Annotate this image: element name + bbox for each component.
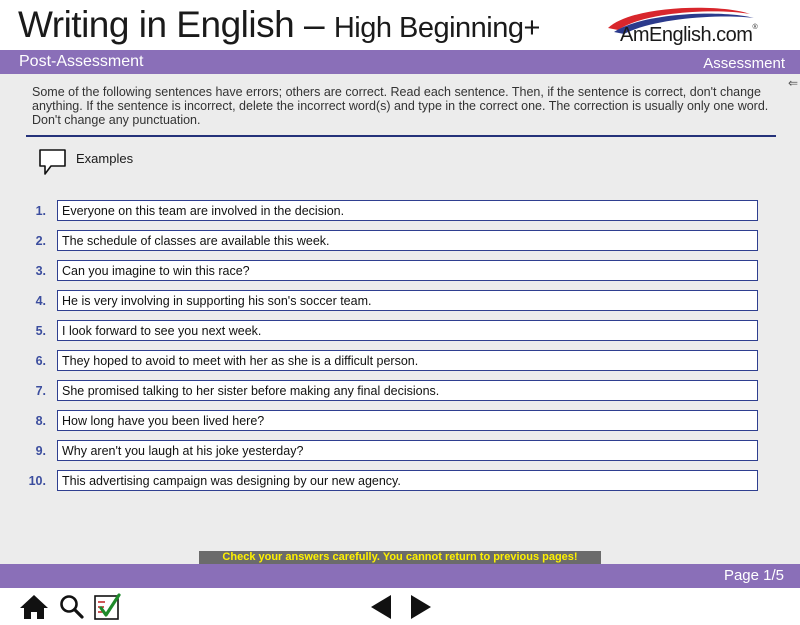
checklist-icon[interactable] [93,593,123,621]
question-number: 3. [35,264,46,278]
page-bar [0,564,800,588]
search-icon[interactable] [58,593,88,621]
answer-input[interactable] [57,260,758,281]
footer-toolbar [0,588,800,625]
header [0,0,800,50]
question-number: 1. [35,204,46,218]
speech-bubble-icon [38,147,68,177]
content-area [0,74,800,564]
section-bar [0,50,800,74]
answer-input[interactable] [57,410,758,431]
page-indicator: Page 1/5 [723,567,784,584]
answer-input[interactable] [57,200,758,221]
question-row [0,470,800,492]
instructions-text: Some of the following sentences have errors; others are correct. Read each sentence. Then, if the sentence is correct, don't change anything. If the sentence is incorrect, delete the incorrect word(s) and type in the correct one. The correction is usually only one word. Don't change any punctuation. [32,85,769,127]
question-number: 8. [35,414,46,428]
section-title: Post-Assessment [19,53,144,70]
question-row [0,260,800,282]
course-title-main: Writing in English – [18,4,325,45]
next-arrow-icon[interactable] [408,593,438,621]
question-number: 6. [35,354,46,368]
amenglish-logo[interactable] [604,6,794,46]
question-number: 4. [35,294,46,308]
answer-input[interactable] [57,230,758,251]
examples-label: Examples [76,150,134,166]
question-number: 9. [35,444,46,458]
question-row [0,200,800,222]
question-row [0,230,800,252]
resize-arrow-icon[interactable]: ⇐ [788,76,799,90]
course-title [18,4,540,46]
section-tag: Assessment [703,55,785,72]
previous-arrow-icon[interactable] [368,593,398,621]
course-level: High Beginning+ [333,12,540,44]
question-number: 5. [35,324,46,338]
logo-text: AmEnglish.com® [620,24,758,46]
question-number: 7. [35,384,46,398]
answer-input[interactable] [57,350,758,371]
question-row [0,350,800,372]
answer-input[interactable] [57,380,758,401]
question-row [0,290,800,312]
examples-button[interactable] [38,146,133,178]
question-number: 10. [28,474,46,488]
warning-banner: Check your answers carefully. You cannot return to previous pages! [199,551,601,564]
answer-input[interactable] [57,470,758,491]
question-number: 2. [35,234,46,248]
divider [26,135,776,137]
answer-input[interactable] [57,290,758,311]
question-row [0,380,800,402]
question-row [0,440,800,462]
home-icon[interactable] [18,593,48,621]
question-row [0,320,800,342]
answer-input[interactable] [57,440,758,461]
question-row [0,410,800,432]
answer-input[interactable] [57,320,758,341]
